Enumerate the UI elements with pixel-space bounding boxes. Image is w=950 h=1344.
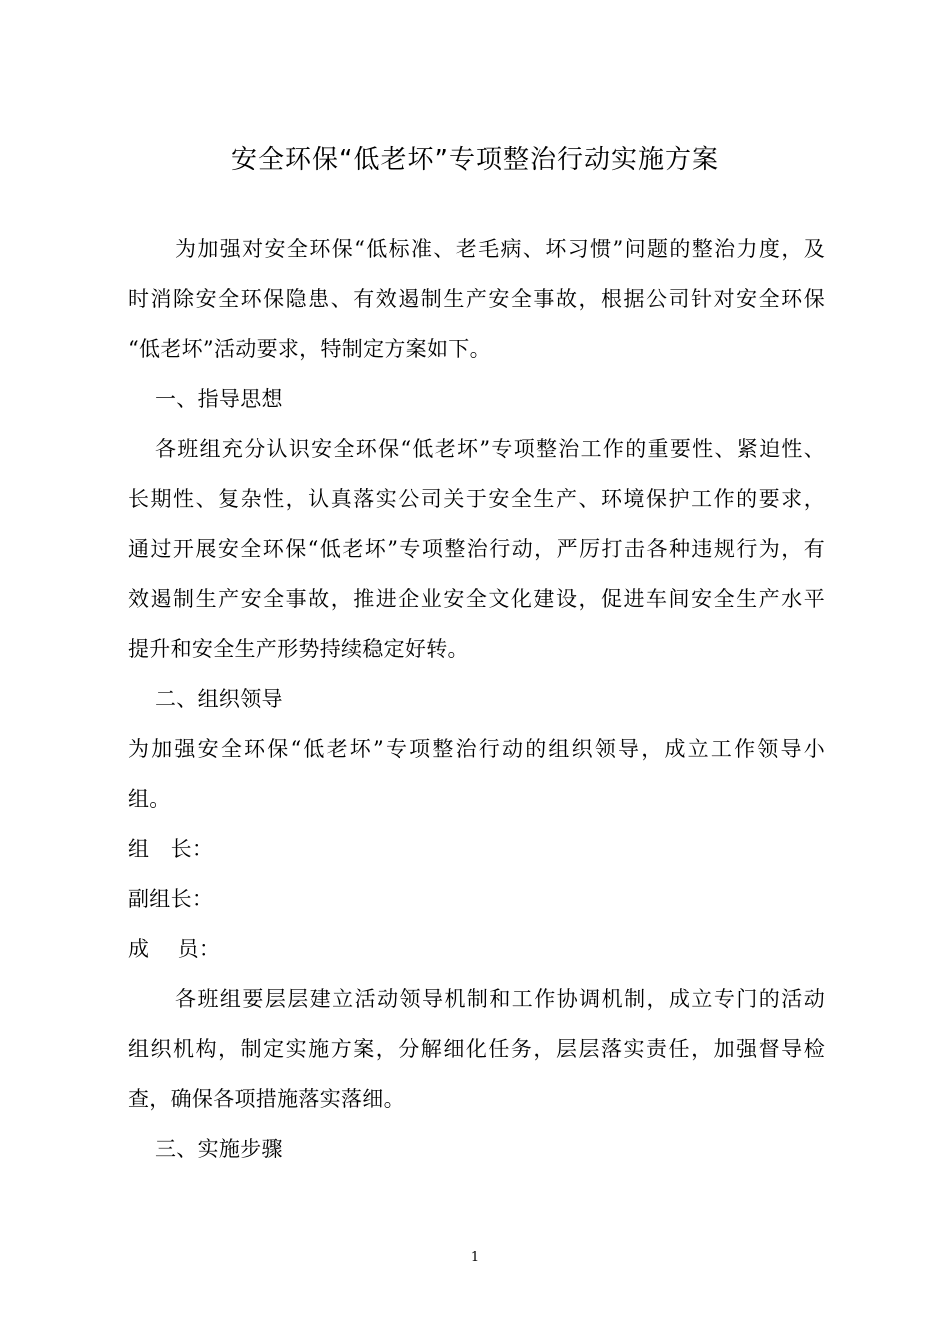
- section-heading-implementation-steps: 三、实施步骤: [155, 1137, 283, 1161]
- paragraph-line: 各班组要层层建立活动领导机制和工作协调机制，成立专门的活动: [175, 987, 825, 1011]
- document-title: 安全环保“低老坏”专项整治行动实施方案: [231, 145, 719, 175]
- paragraph-line: 为加强安全环保“低老坏”专项整治行动的组织领导，成立工作领导小: [128, 737, 825, 761]
- intro-line: 时消除安全环保隐患、有效遏制生产安全事故，根据公司针对安全环保: [128, 287, 825, 311]
- paragraph-line: 长期性、复杂性，认真落实公司关于安全生产、环境保护工作的要求，: [128, 487, 825, 511]
- section-heading-guiding-ideology: 一、指导思想: [155, 387, 283, 411]
- paragraph-line: 效遏制生产安全事故，推进企业安全文化建设，促进车间安全生产水平: [128, 587, 825, 611]
- group-leader-label: 组 长：: [128, 837, 214, 861]
- deputy-leader-label: 副组长：: [128, 887, 214, 911]
- paragraph-line: 组织机构，制定实施方案，分解细化任务，层层落实责任，加强督导检: [128, 1037, 825, 1061]
- paragraph-line: 组。: [128, 787, 171, 811]
- paragraph-line: 各班组充分认识安全环保“低老坏”专项整治工作的重要性、紧迫性、: [155, 437, 825, 461]
- section-heading-organization: 二、组织领导: [155, 687, 283, 711]
- intro-line: 为加强对安全环保“低标准、老毛病、坏习惯”问题的整治力度，及: [175, 237, 825, 261]
- page-number: 1: [470, 1250, 480, 1265]
- intro-line: “低老坏”活动要求，特制定方案如下。: [128, 337, 491, 361]
- paragraph-line: 提升和安全生产形势持续稳定好转。: [128, 637, 469, 661]
- paragraph-line: 通过开展安全环保“低老坏”专项整治行动，严厉打击各种违规行为，有: [128, 537, 825, 561]
- paragraph-line: 查，确保各项措施落实落细。: [128, 1087, 405, 1111]
- members-label: 成 员：: [128, 937, 221, 961]
